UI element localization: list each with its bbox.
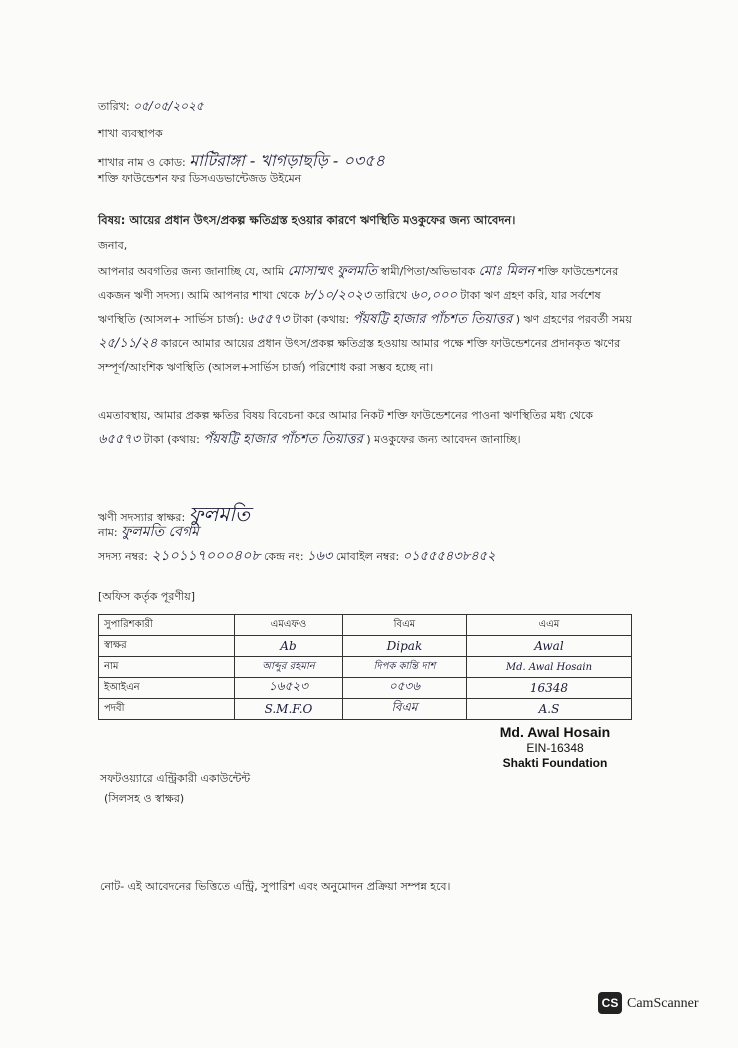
mobile-label: মোবাইল নম্বর: — [335, 550, 400, 563]
member-name-line — [98, 520, 199, 544]
date-line — [98, 98, 204, 118]
mobile-number: ০১৫৫৫৪৩৮৪৫২ — [402, 549, 496, 564]
p2-text-b: টাকা (কথায়: — [143, 433, 200, 446]
row-label: নাম — [99, 657, 235, 678]
waiver-amount: ৬৫৫৭৩ — [98, 432, 141, 447]
table-cell: বিএম — [342, 699, 466, 720]
p1-text-a: আপনার অবগতির জন্য জানাচ্ছি যে, আমি — [98, 265, 285, 278]
table-cell: 16348 — [466, 678, 631, 699]
stamp-name: Md. Awal Hosain — [499, 724, 611, 740]
member-details-line — [98, 544, 496, 568]
loan-amount: ৬০,০০০ — [410, 288, 457, 303]
p1-text-g: ) ঋণ গ্রহণের পরবর্তী সময় — [515, 313, 632, 326]
waiver-in-words: পঁয়ষট্টি হাজার পাঁচশত তিয়াত্তর — [203, 432, 363, 447]
table-row — [99, 636, 632, 657]
table-cell: Ab — [235, 636, 343, 657]
loan-balance: ৬৫৫৭৩ — [247, 312, 290, 327]
officer-stamp — [470, 724, 640, 770]
table-row — [99, 699, 632, 720]
accountant-sub: (সিলসহ ও স্বাক্ষর) — [104, 792, 185, 805]
center-number: ১৬৩ — [307, 549, 333, 564]
date-label: তারিখ: — [98, 100, 130, 113]
name-label: নাম: — [98, 526, 118, 539]
table-cell: ০৫৩৬ — [342, 678, 466, 699]
p1-text-b: স্বামী/পিতা/অভিভাবক — [380, 265, 476, 278]
table-cell: A.S — [466, 699, 631, 720]
table-cell: Awal — [466, 636, 631, 657]
loss-period: ২৫/১১/২৪ — [98, 336, 158, 351]
balance-in-words: পঁয়ষট্টি হাজার পাঁচশত তিয়াত্তর — [352, 312, 513, 327]
table-cell: Dipak — [342, 636, 466, 657]
p1-text-f: টাকা (কথায়: — [293, 313, 350, 326]
p1-text-e: টাকা ঋণ গ্রহণ করি, যার সর্বশেষ ঋণস্থিতি (আসল+ সার্ভিস চার্জ): — [98, 289, 601, 326]
table-cell: S.M.F.O — [235, 699, 343, 720]
salutation: জনাব, — [98, 239, 128, 252]
applicant-name: মোসাম্মৎ ফুলমতি — [287, 264, 377, 279]
org-line: শক্তি ফাউন্ডেশন ফর ডিসএডভান্টেজড উইমেন — [98, 172, 302, 185]
center-label: কেন্দ্র নং: — [263, 550, 304, 563]
member-signature: ফুলমতি — [188, 502, 251, 526]
recommendation-table — [98, 614, 632, 720]
table-cell: ১৬৫২৩ — [235, 678, 343, 699]
table-header-cell: বিএম — [342, 615, 466, 636]
camscanner-watermark: CamScanner — [627, 996, 699, 1011]
table-row — [99, 657, 632, 678]
table-header-cell: এএম — [466, 615, 631, 636]
branch-manager-line: শাখা ব্যবস্থাপক — [98, 127, 163, 140]
signature-label: ঋণী সদস্যার স্বাক্ষর: — [98, 511, 186, 524]
p2-text-a: এমতাবস্থায়, আমার প্রকল্প ক্ষতির বিষয় বিবেচনা করে আমার নিকট শক্তি ফাউন্ডেশনের পাওনা ঋণস্থিতির মধ্য থেকে — [98, 409, 593, 422]
camscanner-logo-icon: CS — [598, 992, 622, 1014]
body-paragraph-2 — [98, 404, 638, 452]
row-label: পদবী — [99, 699, 235, 720]
table-cell: দিপক কান্তি দাশ — [342, 657, 466, 678]
date-value: ০৫/০৫/২০২৫ — [133, 99, 204, 113]
table-cell: Md. Awal Hosain — [466, 657, 631, 678]
p1-text-c: শক্তি ফাউন্ডেশনের একজন ঋণী সদস্য। আমি আপনার শাখা থেকে — [98, 265, 619, 302]
accountant-title: সফটওয়্যারে এন্ট্রিকারী একাউন্টেন্ট — [100, 772, 251, 785]
stamp-org: Shakti Foundation — [502, 756, 608, 770]
loan-date: ৮/১০/২০২৩ — [303, 288, 372, 303]
stamp-ein: EIN-16348 — [526, 741, 584, 755]
table-cell: আব্দুর রহমান — [235, 657, 343, 678]
body-paragraph-1 — [98, 260, 638, 380]
table-row — [99, 678, 632, 699]
row-label: ইআইএন — [99, 678, 235, 699]
member-number: ২১০১১৭০০০৪০৮ — [151, 548, 261, 564]
member-name: ফুলমতি বেগম — [121, 524, 199, 540]
note: নোট- এই আবেদনের ভিত্তিতে এন্ট্রি, সুপারিশ এবং অনুমোদন প্রক্রিয়া সম্পন্ন হবে। — [100, 880, 451, 893]
p1-text-d: তারিখে — [374, 289, 407, 302]
table-header-row — [99, 615, 632, 636]
table-header-cell: এমএফও — [235, 615, 343, 636]
guardian-name: মোঃ মিলন — [478, 264, 535, 279]
member-number-label: সদস্য নম্বর: — [98, 550, 148, 563]
office-use-label: [অফিস কর্তৃক পূরণীয়] — [98, 590, 195, 603]
p1-text-h: কারনে আমার আয়ের প্রধান উৎস/প্রকল্প ক্ষতিগ্রস্ত হওয়ায় আমার পক্ষে শক্তি ফাউন্ডেশনের প্রদানকৃত ঋণের সম্পূর্ণ/আংশিক ঋণস্থিতি (আসল+সার্ভিস চার্জ) পরিশোধ করা সম্ভব হচ্ছে না। — [98, 337, 621, 374]
branch-value: মাটিরাঙ্গা - খাগড়াছড়ি - ০৩৫৪ — [189, 151, 385, 170]
p2-text-c: ) মওকুফের জন্য আবেদন জানাচ্ছি। — [366, 433, 521, 446]
subject: বিষয়: আয়ের প্রধান উৎস/প্রকল্প ক্ষতিগ্রস্ত হওয়ার কারণে ঋণস্থিতি মওকুফের জন্য আবেদন। — [98, 213, 516, 227]
branch-label: শাখার নাম ও কোড: — [98, 156, 186, 169]
row-label: স্বাক্ষর — [99, 636, 235, 657]
table-header-cell: সুপারিশকারী — [99, 615, 235, 636]
